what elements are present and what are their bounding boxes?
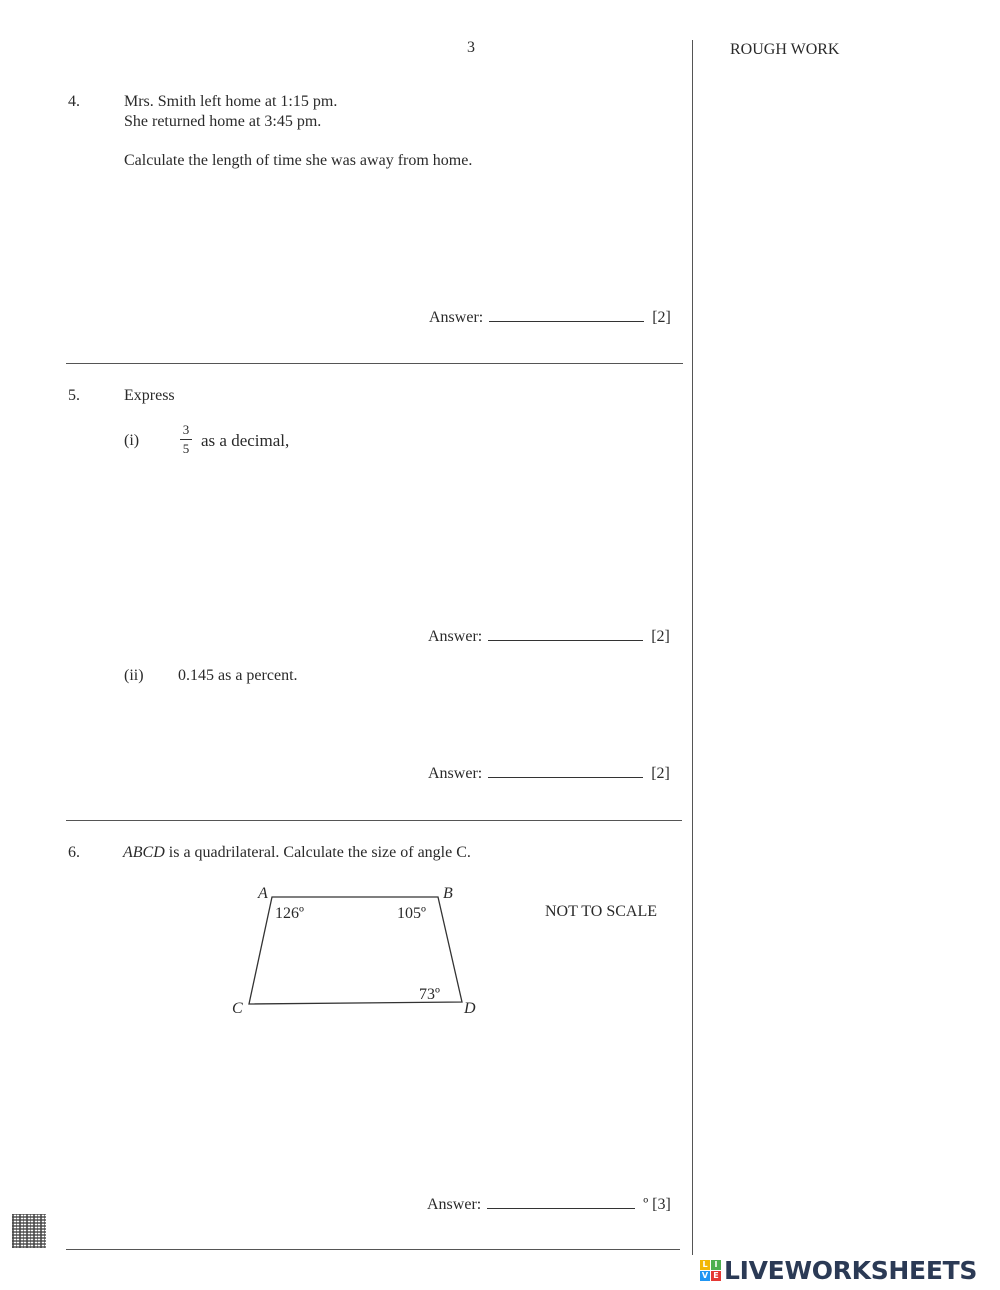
rough-work-heading: ROUGH WORK <box>730 41 840 58</box>
answer-blank[interactable] <box>488 628 643 641</box>
answer-blank[interactable] <box>487 1196 635 1209</box>
vertex-b-label: B <box>443 885 453 902</box>
question-number: 4. <box>68 93 80 110</box>
answer-row <box>427 1196 671 1214</box>
question-prompt <box>123 843 471 863</box>
logo-mark-l: L <box>700 1260 710 1270</box>
part-text: 0.145 as a percent. <box>178 667 298 684</box>
fraction-bar <box>180 439 192 440</box>
vertex-a-label: A <box>258 885 268 902</box>
answer-label: Answer: <box>429 309 484 326</box>
quadrilateral-diagram <box>225 878 495 1028</box>
qr-code-icon <box>12 1214 46 1248</box>
liveworksheets-logo <box>700 1255 977 1285</box>
answer-row <box>428 628 670 646</box>
fraction-numerator: 3 <box>182 422 190 437</box>
answer-blank[interactable] <box>489 309 644 322</box>
answer-label: Answer: <box>428 765 483 782</box>
answer-label: Answer: <box>428 628 483 645</box>
logo-mark-e: E <box>711 1271 721 1281</box>
not-to-scale-note: NOT TO SCALE <box>545 903 658 920</box>
part-label: (ii) <box>124 667 144 684</box>
vertex-c-label: C <box>232 1000 243 1017</box>
page-number: 3 <box>467 39 475 56</box>
angle-d-label: 73º <box>419 986 440 1003</box>
marks: º [3] <box>643 1196 671 1213</box>
part-text: as a decimal, <box>201 431 290 450</box>
angle-b-label: 105º <box>397 905 426 922</box>
section-divider <box>66 820 682 821</box>
question-number: 5. <box>68 387 80 404</box>
logo-mark-i: I <box>711 1260 721 1270</box>
marks: [2] <box>652 309 671 326</box>
logo-text: LIVEWORKSHEETS <box>724 1255 978 1285</box>
fraction-denominator: 5 <box>182 441 190 456</box>
answer-row <box>429 309 671 327</box>
answer-blank[interactable] <box>488 765 643 778</box>
marks: [2] <box>651 628 670 645</box>
angle-a-label: 126º <box>275 905 304 922</box>
answer-row <box>428 765 670 783</box>
logo-mark-v: V <box>701 1270 709 1280</box>
question-text-line-2: She returned home at 3:45 pm. <box>124 113 322 130</box>
question-text-line-1: Mrs. Smith left home at 1:15 pm. <box>124 93 338 110</box>
fraction <box>180 423 192 456</box>
section-divider <box>66 363 683 364</box>
section-divider <box>66 1249 680 1250</box>
question-prompt: Calculate the length of time she was away from home. <box>124 152 473 169</box>
logo-mark-icon <box>700 1260 721 1281</box>
vertex-d-label: D <box>464 1000 476 1017</box>
rough-work-divider <box>692 40 693 1255</box>
quadrilateral-name: ABCD <box>123 844 165 861</box>
answer-label: Answer: <box>427 1196 482 1213</box>
question-intro: Express <box>124 387 175 404</box>
marks: [2] <box>651 765 670 782</box>
part-label: (i) <box>124 432 140 449</box>
prompt-rest: is a quadrilateral. Calculate the size of angle C. <box>164 844 471 861</box>
question-number: 6. <box>68 844 80 861</box>
